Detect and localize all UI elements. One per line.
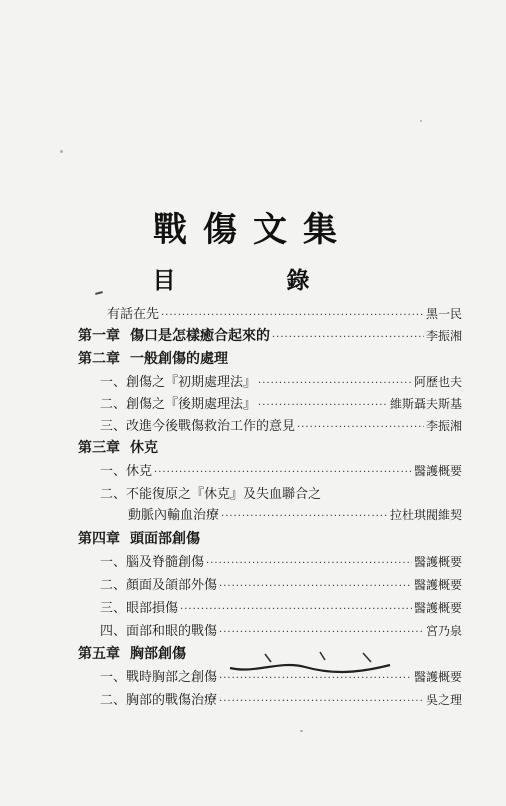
entry-author: 醫護概要 bbox=[413, 601, 462, 615]
chapter-number: 第四章 bbox=[78, 531, 120, 547]
entry-author: 醫護概要 bbox=[413, 555, 462, 569]
toc-entry-preface[interactable] bbox=[107, 305, 462, 323]
entry-number: 一、 bbox=[100, 555, 127, 570]
entry-label: 不能復原之『休克』及失血聯合之 bbox=[126, 487, 322, 502]
leader-dots bbox=[258, 375, 412, 393]
scan-speck bbox=[60, 150, 63, 153]
chapter-title: 休克 bbox=[130, 440, 158, 456]
entry-number: 二、 bbox=[100, 487, 127, 502]
toc-chapter-1[interactable] bbox=[78, 327, 462, 345]
entry-label: 腦及脊髓創傷 bbox=[126, 555, 205, 570]
entry-author: 吳之理 bbox=[425, 693, 462, 707]
toc-chapter-4[interactable] bbox=[78, 530, 462, 548]
chapter-number: 第五章 bbox=[78, 646, 120, 662]
entry-author: 拉杜琪閥維契 bbox=[389, 508, 462, 522]
leader-dots bbox=[221, 508, 388, 526]
toc-entry[interactable] bbox=[100, 395, 462, 413]
entry-author: 黑一民 bbox=[425, 307, 462, 321]
entry-label: 創傷之『初期處理法』 bbox=[126, 375, 257, 390]
chapter-title: 一般創傷的處理 bbox=[130, 351, 228, 367]
toc-chapter-3[interactable] bbox=[78, 439, 462, 457]
entry-number: 一、 bbox=[100, 464, 127, 479]
entry-label: 眼部損傷 bbox=[126, 601, 179, 616]
chapter-title: 胸部創傷 bbox=[130, 646, 186, 662]
entry-number: 三、 bbox=[100, 419, 127, 434]
chapter-title: 傷口是怎樣癒合起來的 bbox=[130, 328, 270, 344]
toc-entry[interactable] bbox=[100, 599, 462, 617]
toc-entry[interactable] bbox=[100, 462, 462, 480]
entry-author: 李振湘 bbox=[425, 419, 462, 433]
entry-author: 阿歷也夫 bbox=[413, 375, 462, 389]
entry-author: 醫護概要 bbox=[413, 578, 462, 592]
leader-dots bbox=[206, 555, 412, 573]
toc-entry-continued[interactable] bbox=[128, 506, 462, 524]
leader-dots bbox=[219, 578, 412, 596]
leader-dots bbox=[258, 397, 388, 415]
leader-dots bbox=[161, 307, 424, 325]
chapter-number: 第三章 bbox=[78, 440, 120, 456]
entry-number: 四、 bbox=[100, 624, 127, 639]
entry-number: 三、 bbox=[100, 601, 127, 616]
entry-label: 顏面及頜部外傷 bbox=[126, 578, 218, 593]
chapter-number: 第一章 bbox=[78, 328, 120, 344]
leader-dots bbox=[219, 693, 424, 711]
entry-number: 二、 bbox=[100, 693, 127, 708]
book-title: 戰傷文集 bbox=[153, 210, 353, 250]
entry-label: 戰時胸部之創傷 bbox=[126, 670, 218, 685]
entry-number: 一、 bbox=[100, 375, 127, 390]
entry-author: 醫護概要 bbox=[413, 464, 462, 478]
entry-author: 維斯聶夫斯基 bbox=[389, 397, 462, 411]
entry-label: 面部和眼的戰傷 bbox=[126, 624, 218, 639]
entry-author: 醫護概要 bbox=[413, 670, 462, 684]
toc-entry[interactable] bbox=[100, 486, 462, 504]
entry-author: 李振湘 bbox=[425, 329, 462, 343]
entry-number: 一、 bbox=[100, 670, 127, 685]
leader-dots bbox=[297, 419, 424, 437]
entry-author: 宮乃泉 bbox=[425, 624, 462, 638]
scribble-mark bbox=[225, 650, 395, 680]
leader-dots bbox=[154, 464, 412, 482]
toc-chapter-2[interactable] bbox=[78, 350, 462, 368]
entry-number: 二、 bbox=[100, 578, 127, 593]
toc-entry[interactable] bbox=[100, 576, 462, 594]
entry-number: 二、 bbox=[100, 397, 127, 412]
scan-speck bbox=[300, 730, 303, 732]
toc-entry[interactable] bbox=[100, 622, 462, 640]
leader-dots bbox=[272, 329, 424, 347]
toc-entry[interactable] bbox=[100, 373, 462, 391]
chapter-number: 第二章 bbox=[78, 351, 120, 367]
toc-entry[interactable] bbox=[100, 691, 462, 709]
leader-dots bbox=[219, 624, 424, 642]
chapter-title: 頭面部創傷 bbox=[130, 531, 200, 547]
scan-speck bbox=[420, 120, 422, 122]
leader-dots bbox=[180, 601, 412, 619]
entry-label: 有話在先 bbox=[107, 307, 160, 322]
entry-label-continued: 動脈內輸血治療 bbox=[128, 508, 220, 523]
toc-heading: 目 錄 bbox=[152, 267, 354, 294]
toc-entry[interactable] bbox=[100, 553, 462, 571]
entry-label: 創傷之『後期處理法』 bbox=[126, 397, 257, 412]
entry-label: 改進今後戰傷救治工作的意見 bbox=[126, 419, 296, 434]
entry-label: 胸部的戰傷治療 bbox=[126, 693, 218, 708]
entry-label: 休克 bbox=[126, 464, 153, 479]
toc-entry[interactable] bbox=[100, 417, 462, 435]
